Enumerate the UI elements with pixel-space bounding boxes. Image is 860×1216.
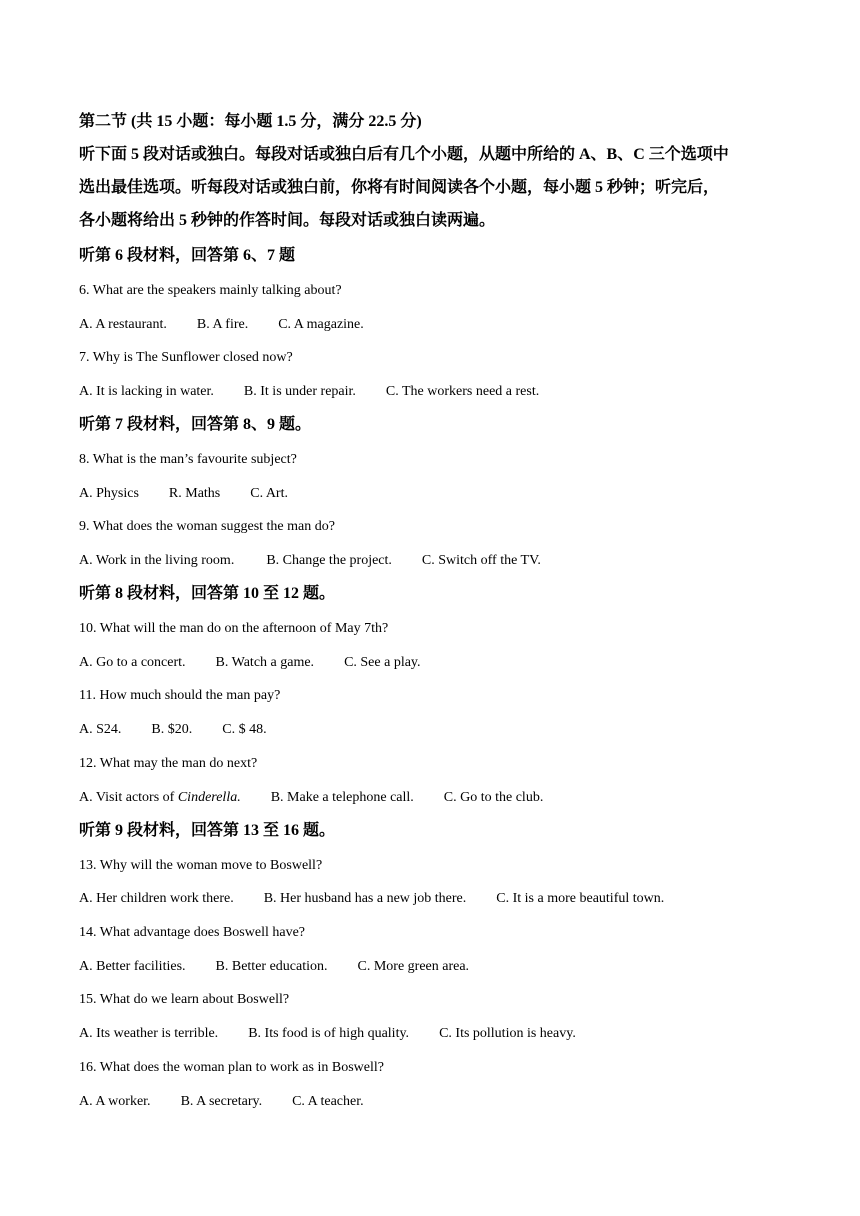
- option-c: C. A magazine.: [278, 317, 364, 332]
- option-b: R. Maths: [168, 486, 221, 501]
- question-stem: 12. What may the man do next?: [79, 756, 258, 771]
- question-options: [79, 552, 541, 570]
- option-b: B. A fire.: [196, 317, 249, 332]
- option-c: C. Switch off the TV.: [421, 553, 541, 568]
- option-b: B. Change the project.: [266, 553, 392, 568]
- option-b: B. Make a telephone call.: [270, 790, 414, 805]
- option-a: A. It is lacking in water.: [79, 384, 214, 399]
- question-options: [79, 316, 364, 334]
- section-title: 第二节 (共 15 小题：每小题 1.5 分，满分 22.5 分): [79, 113, 422, 130]
- instruction-line-1: 听下面 5 段对话或独白。每段对话或独白后有几个小题，从题中所给的 A、B、C 三个选项中: [79, 146, 729, 163]
- question-stem: 8. What is the man’s favourite subject?: [79, 452, 297, 467]
- option-c: C. Its pollution is heavy.: [439, 1026, 576, 1041]
- option-b: B. Her husband has a new job there.: [263, 891, 467, 906]
- question-options: [79, 485, 288, 503]
- option-b: B. A secretary.: [180, 1094, 263, 1109]
- question-stem: 10. What will the man do on the afternoon of May 7th?: [79, 621, 389, 636]
- group-heading: 听第 6 段材料，回答第 6、7 题: [79, 247, 296, 264]
- question-options: [79, 721, 267, 739]
- option-a: A. Work in the living room.: [79, 553, 235, 568]
- question-stem: 15. What do we learn about Boswell?: [79, 992, 290, 1007]
- instruction-line-2: 选出最佳选项。听每段对话或独白前，你将有时间阅读各个小题，每小题 5 秒钟；听完后，: [79, 179, 720, 196]
- question-stem: 13. Why will the woman move to Boswell?: [79, 858, 323, 873]
- option-b: B. Better education.: [215, 959, 328, 974]
- question-stem: 9. What does the woman suggest the man do?: [79, 519, 335, 534]
- option-a: A. Visit actors of Cinderella.: [79, 790, 241, 805]
- option-b: B. Its food is of high quality.: [248, 1026, 410, 1041]
- group-heading: 听第 7 段材料，回答第 8、9 题。: [79, 416, 312, 433]
- question-options: [79, 654, 421, 672]
- question-stem: 7. Why is The Sunflower closed now?: [79, 350, 293, 365]
- question-options: [79, 1093, 364, 1111]
- instruction-line-3: 各小题将给出 5 秒钟的作答时间。每段对话或独白读两遍。: [79, 212, 496, 229]
- question-stem: 11. How much should the man pay?: [79, 688, 281, 703]
- option-a: A. A restaurant.: [79, 317, 167, 332]
- option-c: C. A teacher.: [292, 1094, 364, 1109]
- question-options: [79, 890, 664, 908]
- option-a: A. Its weather is terrible.: [79, 1026, 219, 1041]
- option-c: C. It is a more beautiful town.: [496, 891, 665, 906]
- play-title: Cinderella.: [177, 790, 241, 805]
- option-a: A. Physics: [79, 486, 139, 501]
- option-c: C. The workers need a rest.: [385, 384, 540, 399]
- option-c: C. Go to the club.: [443, 790, 544, 805]
- question-options: [79, 958, 469, 976]
- option-a: A. Go to a concert.: [79, 655, 186, 670]
- option-a: A. S24.: [79, 722, 122, 737]
- question-options: [79, 383, 539, 401]
- option-c: C. $ 48.: [222, 722, 267, 737]
- option-b: B. It is under repair.: [243, 384, 356, 399]
- option-c: C. Art.: [250, 486, 288, 501]
- option-a: A. A worker.: [79, 1094, 151, 1109]
- option-a: A. Better facilities.: [79, 959, 186, 974]
- question-options: [79, 789, 543, 807]
- question-stem: 6. What are the speakers mainly talking about?: [79, 283, 342, 298]
- question-stem: 16. What does the woman plan to work as in Boswell?: [79, 1060, 384, 1075]
- option-b: B. Watch a game.: [215, 655, 315, 670]
- option-b: B. $20.: [151, 722, 193, 737]
- group-heading: 听第 8 段材料，回答第 10 至 12 题。: [79, 585, 336, 602]
- question-stem: 14. What advantage does Boswell have?: [79, 925, 306, 940]
- option-c: C. See a play.: [344, 655, 421, 670]
- question-options: [79, 1025, 576, 1043]
- option-c: C. More green area.: [357, 959, 470, 974]
- group-heading: 听第 9 段材料，回答第 13 至 16 题。: [79, 822, 336, 839]
- option-a: A. Her children work there.: [79, 891, 234, 906]
